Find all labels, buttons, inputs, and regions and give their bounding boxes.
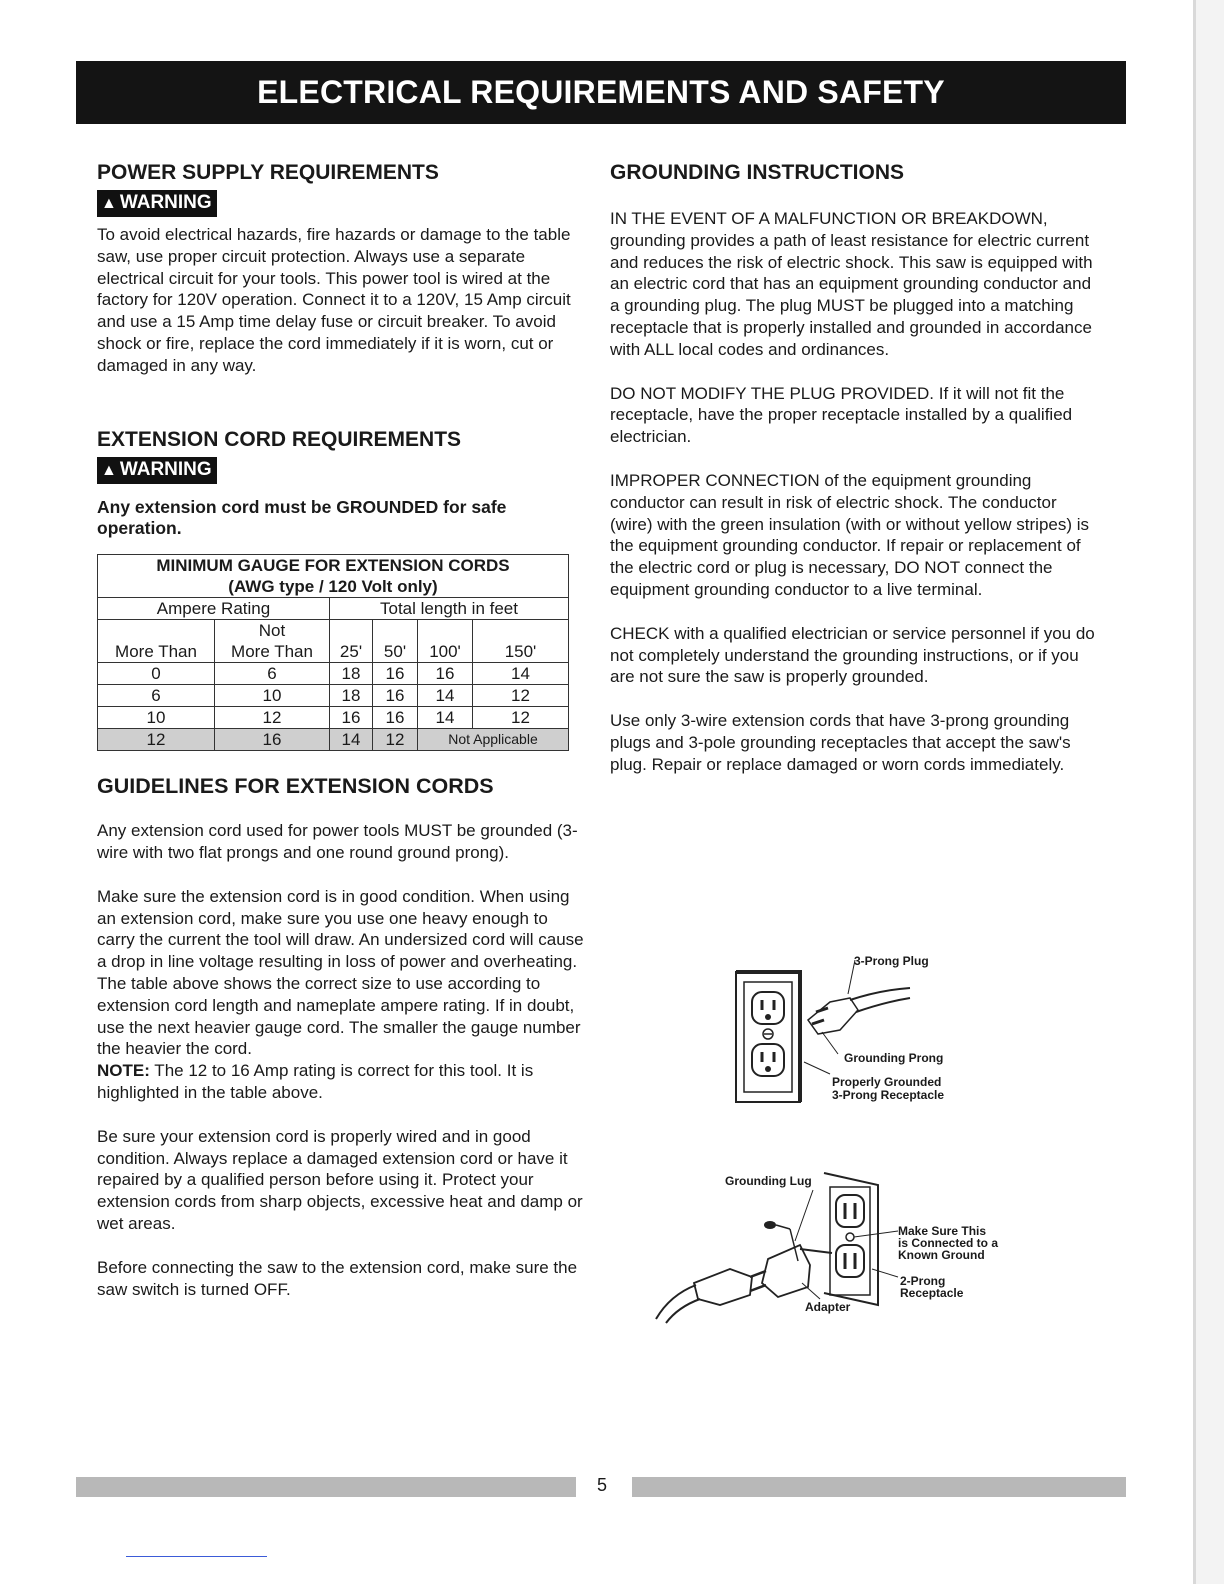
grounding-p4: CHECK with a qualified electrician or service personnel if you do not completely understand the grounding instructions, or if you are not sure the saw is properly grounded. (610, 623, 1095, 687)
guidelines-note: NOTE: The 12 to 16 Amp rating is correct for this tool. It is highlighted in the table above. (97, 1061, 534, 1102)
page-title-banner (76, 61, 1126, 124)
warning-badge (97, 190, 217, 217)
grounding-p2: DO NOT MODIFY THE PLUG PROVIDED. If it will not fit the receptacle, have the proper receptacle installed by a qualified electrician. (610, 383, 1073, 447)
total-length-header: Total length in feet (330, 598, 569, 620)
guidelines-p4: Before connecting the saw to the extension cord, make sure the saw switch is turned OFF. (97, 1257, 578, 1299)
label-3-prong-receptacle: 3-Prong Receptacle (832, 1088, 945, 1102)
guidelines-p2: Make sure the extension cord is in good condition. When using an extension cord, make sure you use one heavy enough to carry the current the tool will draw. An undersized cord will cause a drop in line voltage resulting in loss of power and overheating. The table above shows the correct size to use according to extension cord length and nameplate ampere rating. If in doubt, use the next heavier gauge cord. The smaller the gauge number the heavier the cord. (97, 886, 584, 1059)
label-grounding-lug: Grounding Lug (725, 1174, 812, 1188)
col-100: 100' (418, 620, 473, 663)
col-25: 25' (330, 620, 373, 663)
grounding-p1: IN THE EVENT OF A MALFUNCTION OR BREAKDOWN, grounding provides a path of least resistance for electric current and reduces the risk of electric shock. This saw is equipped with an electric cord that has an equipment grounding conductor and a grounding plug. The plug MUST be plugged into a matching receptacle that is properly installed and grounded in accordance with ALL local codes and ordinances. (610, 209, 1093, 359)
left-column (97, 160, 587, 1300)
guidelines-p1: Any extension cord used for power tools MUST be grounded (3-wire with two flat prongs and one round ground prong). (97, 821, 578, 862)
col-more-than: More Than (98, 620, 215, 663)
warning-label: WARNING (119, 192, 212, 213)
gauge-table (97, 554, 569, 751)
page-edge-shadow (1196, 0, 1224, 1584)
right-column (610, 160, 1095, 776)
power-supply-heading: POWER SUPPLY REQUIREMENTS (97, 161, 439, 184)
footer-bar-left (76, 1477, 576, 1497)
warning-triangle-icon: ▲ (101, 195, 117, 212)
col-50: 50' (373, 620, 418, 663)
label-connected-to: is Connected to a (898, 1236, 999, 1250)
table-row: 6 10 18 16 14 12 (98, 685, 569, 707)
label-make-sure: Make Sure This (898, 1224, 987, 1238)
table-row: 10 12 16 16 14 12 (98, 707, 569, 729)
grounding-p5: Use only 3-wire extension cords that have 3-prong grounding plugs and 3-pole grounding receptacles that accept the saw's plug. Repair or replace damaged or worn cords immediately. (610, 711, 1071, 774)
label-grounding-prong: Grounding Prong (844, 1051, 944, 1065)
footer-bar-right (632, 1477, 1126, 1497)
col-150: 150' (473, 620, 569, 663)
grounding-heading: GROUNDING INSTRUCTIONS (610, 161, 904, 184)
scan-artifact-line (126, 1556, 267, 1557)
label-3-prong-plug: 3-Prong Plug (854, 954, 929, 968)
table-row: 0 6 18 16 16 14 (98, 663, 569, 685)
label-known-ground: Known Ground (898, 1248, 985, 1262)
warning-label: WARNING (119, 458, 212, 480)
guidelines-p3: Be sure your extension cord is properly wired and in good condition. Always replace a damaged extension cord or have it repaired by a qualified person before using it. Protect your extension cords from sharp objects, excessive heat and damp or wet areas. (97, 1126, 583, 1233)
grounded-notice: Any extension cord must be GROUNDED for safe operation. (97, 496, 507, 539)
adapter-diagram (650, 1165, 1030, 1325)
label-properly-grounded: Properly Grounded (832, 1075, 942, 1089)
page-title: ELECTRICAL REQUIREMENTS AND SAFETY (257, 74, 945, 110)
three-prong-diagram (730, 950, 1030, 1110)
label-2-prong: 2-Prong (900, 1274, 946, 1288)
col-not-more-than: Not More Than (215, 620, 330, 663)
table-row-highlighted: 12 16 14 12 Not Applicable (98, 729, 569, 751)
power-supply-text: To avoid electrical hazards, fire hazards or damage to the table saw, use proper circuit protection. Always use a separate electrical circuit for your tools. This power tool is wired at the factory for 120V operation. Connect it to a 120V, 15 Amp circuit and use a 15 Amp time delay fuse or circuit breaker. To avoid shock or fire, replace the cord immediately if it is worn, cut or damaged in any way. (97, 225, 571, 375)
page-edge-line (1193, 0, 1196, 1584)
label-adapter: Adapter (805, 1300, 851, 1314)
page-number: 5 (596, 1475, 607, 1495)
warning-triangle-icon: ▲ (101, 461, 117, 479)
extension-cord-heading: EXTENSION CORD REQUIREMENTS (97, 427, 462, 451)
label-receptacle: Receptacle (900, 1286, 964, 1300)
table-title: MINIMUM GAUGE FOR EXTENSION CORDS (AWG type / 120 Volt only) (98, 555, 569, 598)
guidelines-heading: GUIDELINES FOR EXTENSION CORDS (97, 774, 494, 799)
ampere-rating-header: Ampere Rating (98, 598, 330, 620)
warning-badge (97, 457, 217, 484)
grounding-p3: IMPROPER CONNECTION of the equipment grounding conductor can result in risk of electric shock. The conductor (wire) with the green insulation (with or without yellow stripes) is the equipment grounding conductor. If repair or replacement of the electric cord or plug is necessary, DO NOT connect the equipment grounding conductor to a live terminal. (610, 470, 1090, 599)
